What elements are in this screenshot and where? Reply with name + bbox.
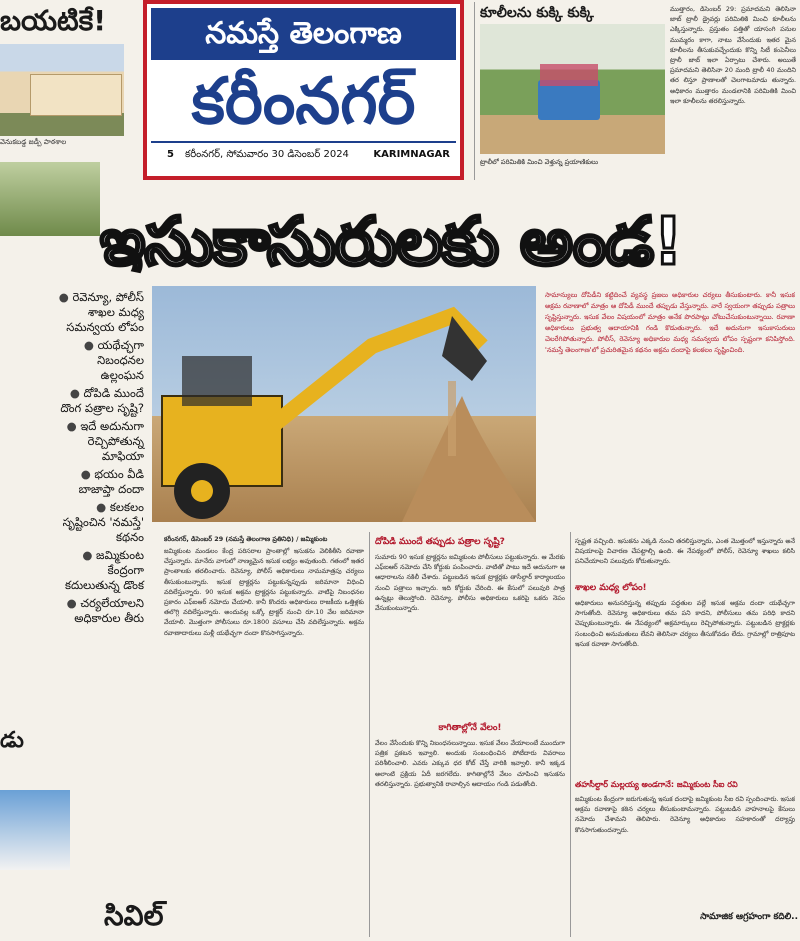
bullet-item [52,596,144,626]
bullet-text: దోపిడి ముందే దొంగ పత్రాల సృష్టి? [60,386,144,415]
bullet-item [52,467,144,497]
backhoe-illustration [152,286,536,522]
column3-subhead-1: శాఖల మధ్య లోపం! [575,583,647,593]
top-right-headline: కూలీలను కుక్కి కుక్కి [480,5,594,21]
column3-body-2: అధికారులు అనుసరిస్తున్న తప్పుడు పద్ధతుల వల్లే ఇసుక అక్రమ దందా యథేచ్ఛగా సాగుతోంది. రెవెన్యూ అధికారులు తమ పని కాదని, పోలీసులు తమ పరిధి కాదని చెప్పుకుంటున్నారు. ఈ నేపథ్యంలో అక్రమార్కులు రెచ్చిపోతున్నారు. పట్టుబడిన ట్రాక్టర్లకు సంబంధించి అనుమతులు లేవని తెలిసినా చర్యలు తీసుకోవడం లేదు. గ్రామాల్లో రాత్రిపూట ఇసుక రవాణా సాగుతోంది. [575,599,795,648]
bullet-text: చర్యలేయాలని అధికారుల తీరు [74,596,144,625]
masthead-banner: నమస్తే తెలంగాణ [151,8,456,60]
bullet-item [52,386,144,416]
bullet-text: భయం వీడి బాజాప్తా దందా [78,467,144,496]
bullet-text: కలకలం సృష్టించిన 'నమస్తే' కథనం [62,500,144,544]
bullet-dot-icon: ● [82,548,97,562]
column2-subhead-2: కాగితాల్లోనే వేలం! [438,723,502,733]
edition-name: కరీంనగర్ [191,65,416,139]
column2-body-1: సుమారు 90 ఇసుక ట్రాక్టర్లను జమ్మికుంట పోలీసులు పట్టుకున్నారు. ఆ మేరకు ఎఫ్ఐఆర్ నమోదు చేసి కోర్టుకు పంపించారు. వాటితో పాటు ఇదే అదునుగా ఆ ఆధారాలను నకిలీ చేశారు. పట్టుబడిన ఇసుక ట్రాక్టర్లకు తాసీల్దార్ కార్యాలయం నుంచి పత్రాలు ఇచ్చారు. ఇది కోర్టుకు చేరింది. ఈ కేసులో పలువురి పాత్ర ఉన్నట్లు తెలుస్తోంది. రెవెన్యూ, పోలీసు అధికారులు ఒకరిపై ఒకరు నెపం వేసుకుంటున్నారు. [375,553,565,613]
bullet-item [52,419,144,464]
bullet-item [52,338,144,383]
column2-body-2: వేలం వేసేందుకు కొన్ని నిబంధనలున్నాయి. ఇసుక వేలం వేయాలంటే ముందుగా పత్రిక ప్రకటన ఇవ్వాలి. అందుకు సంబంధించిన పోటీదారు వివరాలు పరిశీలించాలి. ఎవరు ఎక్కువ ధర కోట్ చేస్తే వారికి ఇవ్వాలి. కానీ ఇక్కడ అలాంటి ప్రక్రియ ఏదీ జరగలేదు. కాగితాల్లోనే వేలం చూపించి ఇసుకను తరలిస్తున్నారు. ప్రభుత్వానికి రావాల్సిన ఆదాయం గండి పడుతోంది. [375,739,565,788]
bullet-item [52,548,144,593]
dateline: కరీంనగర్, సోమవారం 30 డిసెంబర్ 2024 [185,149,349,160]
bullet-text: జమ్మికుంట కేంద్రంగా కదులుతున్న డొంక [64,548,144,592]
column-divider [570,532,571,937]
top-left-caption: వెనుకబడ్డ జడ్పీ పాఠశాల [0,138,67,146]
bullet-item [52,290,144,335]
bullet-dot-icon: ● [66,419,81,433]
column3-footer: సామాజిక ఆగ్రహంగా కదిలి.. [700,912,798,922]
bullet-dot-icon: ● [69,386,84,400]
bullet-text: యథేచ్ఛగా నిబంధనల ఉల్లంఘన [97,338,144,382]
bottom-left-photo [0,790,70,870]
main-photo [152,286,536,522]
bullet-item [52,500,144,545]
bullet-dot-icon: ● [96,500,110,514]
top-left-photo [0,44,124,136]
top-right-body: ముత్తారం, డిసెంబర్ 29: ప్రమాదమని తెలిసినా జాబ్ ట్రాలీ డ్రైవర్లు పరిమితికి మించి కూలీలను ఎక్కిస్తున్నారు. ప్రస్తుతం పత్తితో యాసంగి పనుల ముమ్మరం కాగా, నాటు వేసేందుకు ఇతర మైన కూలీలను తీసుకువచ్చేందుకు కొన్ని సిటీ కంపెనీలు ట్రాలీ జాబ్ ఇలా ఏర్పాటు చేశారు. అయితే ప్రమాదమని తెలిసినా 20 మంది ట్రాలీ 40 మందిని తర లిస్తూ ప్రాణాలతో చెలగాటమాడు తున్నారు. అధికారం ముత్తారం మండలానికి పరిమితికి మించి ఇలా కూలీలను తరలిస్తున్నారు. [670,5,796,105]
column-divider [474,2,475,180]
column2-subhead-1: దోపిడి ముందే తప్పుడు పత్రాల సృష్టి? [375,537,505,547]
bullet-text: రెవెన్యూ, పోలీస్ శాఖల మధ్య సమన్వయ లోపం [66,290,144,334]
bullet-dot-icon: ● [66,596,81,610]
top-left-photo-2 [0,162,100,236]
masthead [143,0,464,180]
column1-body: జమ్మికుంట మండలం కేంద్ర పరిసరాల ప్రాంతాల్లో ఇసుకను వెలికితీసి రవాణా చేస్తున్నారు. మానేరు వాగులో నాణ్యమైన ఇసుక లభ్యం అవుతుంది. గతంలో ఇతర ప్రాంతాలకు తరలించారు. రెవెన్యూ, పోలీస్ అధికారులు నామమాత్రపు చర్యలు తీసుకుంటున్నారు. ఇసుక ట్రాక్టర్లను పట్టుకున్నప్పుడు జరిమానా విధించి వదిలేస్తున్నారు. 90 ఇసుక అక్రమ ట్రాక్టర్లను పట్టుకున్నారు. వాటిపై నిబంధనల ప్రకారం ఎఫ్ఐఆర్ నమోదు చేయాలి. కానీ కొందరు అధికారులు రాజకీయ ఒత్తిళ్లకు తలొగ్గి వదిలేస్తున్నారు. అందువల్ల ఒక్కో ట్రాక్టర్ నుంచి రూ.10 వేల జరిమానా వేయాలి. మొత్తంగా పోలీసులు రూ.1800 వసూలు చేసి వదిలేస్తున్నారు. అక్రమ రవాణాదారులు మళ్లీ యథేచ్ఛగా దందా కొనసాగిస్తున్నారు. [164,547,364,637]
bullet-dot-icon: ● [83,338,98,352]
top-left-headline: బయటికే! [0,4,107,37]
bullet-dot-icon: ● [58,290,73,304]
page-number: 5 [167,149,174,160]
column-divider [369,532,370,937]
bottom-left-partial-headline: డు [0,728,24,753]
top-right-photo-caption: ట్రాలీలో పరిమితికి మించి వెళ్తున్న ప్రయాణికులు [480,158,599,166]
left-bullet-list [52,290,144,626]
intro-red-paragraph: సామాన్యులు దోపిడీని కట్టిదించే వ్యవస్థ ప్రజలు అధికారుల చర్యలు తీసుకుంటారు. కానీ ఇసుక అక్రమ రవాణాలో మాత్రం ఆ దోపిడీ ముందే తప్పుడు వేస్తున్నారు. వారే స్వయంగా తప్పుడు పత్రాలు సృష్టిస్తున్నారు. ఇసుక వేలం విషయంలో మాత్రం అనేక పొరపాట్లు చోటుచేసుకుంటున్నాయి. రవాణా అధికారులు ప్రభుత్వ ఆదాయానికి గండి కొడుతున్నారు. ఇదే అదునుగా ఇసుకాసురులు చెలరేగిపోతున్నారు. పోలీస్, రెవెన్యూ అధికారుల మధ్య సమన్వయ లోపం స్పష్టంగా కనిపిస్తోంది. 'నమస్తే తెలంగాణ'లో ప్రచురితమైన కథనం అక్రమ దందాపై కలకలం సృష్టించింది. [545,291,795,354]
bullet-dot-icon: ● [80,467,95,481]
top-right-photo [480,24,665,154]
edition-english: KARIMNAGAR [373,149,450,160]
bullet-text: ఇదే అదునుగా రెచ్చిపోతున్న మాఫియా [80,419,144,463]
masthead-dateline-bar [151,141,456,169]
column1-dateline: కరీంనగర్, డిసెంబర్ 29 (నమస్తే తెలంగాణ ప్రతినిధి) / జమ్మికుంట [164,535,328,543]
column3-body-3: జమ్మికుంట కేంద్రంగా జరుగుతున్న ఇసుక దందాపై జమ్మికుంట సీఐ రవి స్పందించారు. ఇసుక అక్రమ రవాణాపై కఠిన చర్యలు తీసుకుంటామన్నారు. పట్టుబడిన వాహనాలపై కేసులు నమోదు చేశామని తెలిపారు. రెవెన్యూ అధికారుల సహకారంతో దర్యాప్తు కొనసాగుతుందన్నారు. [575,795,795,834]
bottom-left-headline: సివిల్ [104,899,164,932]
main-headline: ఇసుకాసురులకు అండ! [100,203,683,280]
column3-body-1: స్పష్టత వచ్చింది. ఇసుకను ఎక్కడి నుంచి తరలిస్తున్నారు, ఎంత మొత్తంలో ఇస్తున్నారు అనే విషయాలపై విచారణ చేపట్టాల్సి ఉంది. ఈ నేపథ్యంలో పోలీస్, రెవెన్యూ శాఖలు కలిసి పనిచేయాలని పలువురు కోరుతున్నారు. [575,537,795,566]
column3-subhead-2: తహసీల్దార్ మల్లయ్య అండగానే: జమ్మికుంట సీఐ రవి [575,780,738,789]
